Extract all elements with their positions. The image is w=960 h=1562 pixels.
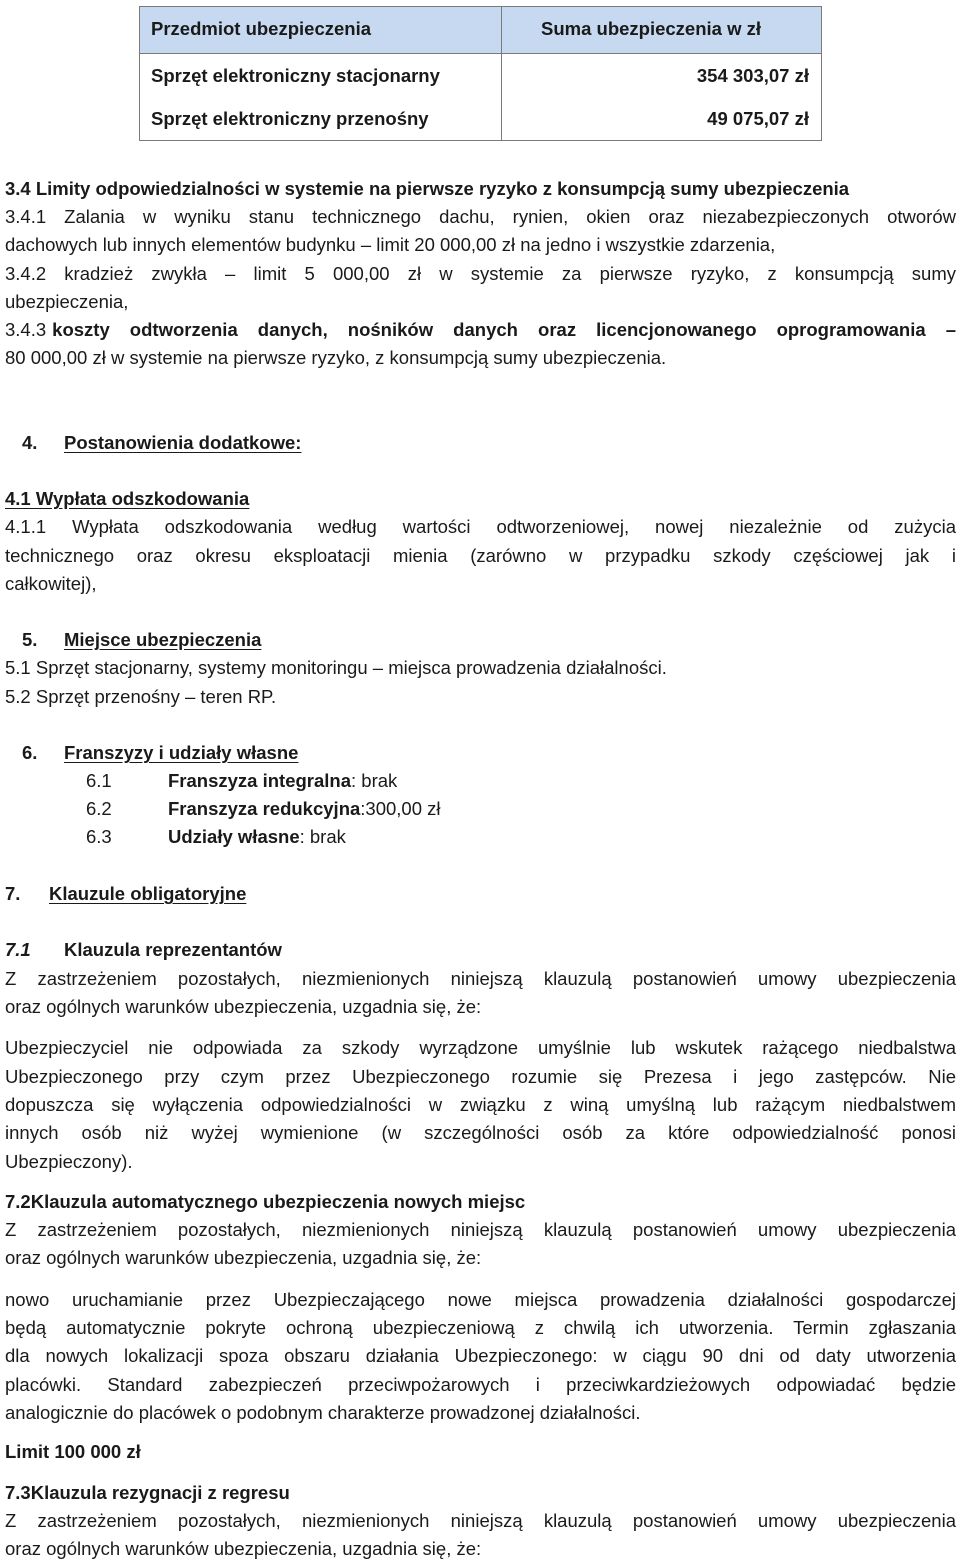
clause-intro-line: oraz ogólnych warunków ubezpieczenia, uzgadnia się, że: — [5, 1247, 482, 1268]
clause-paragraph-line: Ubezpieczony). — [5, 1151, 133, 1172]
clause-paragraph-line: analogicznie do placówek o podobnym charakterze prowadzonej działalności. — [5, 1402, 641, 1423]
clause-intro-line: Z zastrzeżeniem pozostałych, niezmienionych niniejszą klauzulą postanowień umowy ubezpieczenia — [5, 1219, 956, 1240]
section-5-number: 5. — [22, 629, 38, 650]
clause-paragraph-line: innych osób niż wyżej wymienione (w szczególności osób za które odpowiedzialność ponosi — [5, 1122, 956, 1143]
section-4-number: 4. — [22, 432, 38, 453]
clause-7-1-number: 7.1 — [5, 939, 31, 960]
table-header-sum: Suma ubezpieczenia w zł — [541, 18, 762, 39]
deductible-item-label: Franszyza redukcyjna — [168, 798, 361, 819]
deductible-item — [86, 770, 398, 792]
paragraph-line: technicznego oraz okresu eksploatacji mienia (zarówno w przypadku szkody częściowej jak i — [5, 545, 956, 566]
deductible-item — [86, 798, 441, 820]
clause-paragraph-line: dopuszcza się wyłączenia odpowiedzialności w związku z winą umyślną lub rażącym niedbalstwem — [5, 1094, 956, 1115]
clause-intro-line: oraz ogólnych warunków ubezpieczenia, uzgadnia się, że: — [5, 1538, 482, 1559]
clause-intro-line: oraz ogólnych warunków ubezpieczenia, uzgadnia się, że: — [5, 996, 482, 1017]
item-3-4-3-bold-text: koszty odtworzenia danych, nośników danych oraz licencjonowanego oprogramowania – — [52, 319, 956, 340]
deductible-item-number: 6.3 — [86, 826, 112, 847]
clause-7-2-limit: Limit 100 000 zł — [5, 1441, 141, 1462]
clause-paragraph-line: Ubezpieczyciel nie odpowiada za szkody wyrządzone umyślnie lub wskutek rażącego niedbalstwa — [5, 1037, 956, 1058]
section-6-number: 6. — [22, 742, 38, 763]
table-cell-subject: Sprzęt elektroniczny stacjonarny — [151, 65, 440, 86]
clause-7-1-title: Klauzula reprezentantów — [64, 939, 282, 960]
section-6-title: Franszyzy i udziały własne — [64, 742, 299, 763]
section-7-number: 7. — [5, 883, 21, 904]
section-5-title: Miejsce ubezpieczenia — [64, 629, 262, 650]
section-4-title: Postanowienia dodatkowe: — [64, 432, 302, 453]
table-header-subject: Przedmiot ubezpieczenia — [151, 18, 371, 39]
item-3-4-1-line: dachowych lub innych elementów budynku – limit 20 000,00 zł na jedno i wszystkie zdarzenia, — [5, 234, 776, 255]
section-5-1-line: 5.1 Sprzęt stacjonarny, systemy monitoringu – miejsca prowadzenia działalności. — [5, 657, 667, 678]
deductible-item-value: : brak — [351, 770, 398, 791]
item-3-4-1-line: 3.4.1 Zalania w wyniku stanu technicznego dachu, rynien, okien oraz niezabezpieczonych otworów — [5, 206, 956, 227]
clause-7-2-title: 7.2Klauzula automatycznego ubezpieczenia nowych miejsc — [5, 1191, 526, 1212]
clause-intro-line: Z zastrzeżeniem pozostałych, niezmienionych niniejszą klauzulą postanowień umowy ubezpieczenia — [5, 1510, 956, 1531]
clause-paragraph-line: Ubezpieczonego przy czym przez Ubezpieczonego rozumie się Prezesa i jego zastępców. Nie — [5, 1066, 956, 1087]
item-3-4-2-line: ubezpieczenia, — [5, 291, 129, 312]
item-3-4-2-line: 3.4.2 kradzież zwykła – limit 5 000,00 zł w systemie za pierwsze ryzyko, z konsumpcją sumy — [5, 263, 956, 284]
deductible-item — [86, 826, 346, 848]
clause-7-3-title: 7.3Klauzula rezygnacji z regresu — [5, 1482, 290, 1503]
deductible-item-value: : brak — [299, 826, 346, 847]
item-3-4-3-line — [5, 319, 956, 341]
item-3-4-3-line: 80 000,00 zł w systemie na pierwsze ryzyko, z konsumpcją sumy ubezpieczenia. — [5, 347, 667, 368]
clause-paragraph-line: będą automatycznie pokryte ochroną ubezpieczeniową z chwilą ich utworzenia. Termin zgłaszania — [5, 1317, 956, 1338]
deductible-item-label: Franszyza integralna — [168, 770, 352, 791]
item-3-4-3-number: 3.4.3 — [5, 319, 47, 340]
section-5-2-line: 5.2 Sprzęt przenośny – teren RP. — [5, 686, 277, 707]
paragraph-line: całkowitej), — [5, 573, 97, 594]
clause-paragraph-line: placówki. Standard zabezpieczeń przeciwpożarowych i przeciwkardzieżowych odpowiadać będzie — [5, 1374, 956, 1395]
section-4-1-title: 4.1 Wypłata odszkodowania — [5, 488, 250, 509]
section-3-4-title: 3.4 Limity odpowiedzialności w systemie na pierwsze ryzyko z konsumpcją sumy ubezpieczenia — [5, 178, 850, 199]
clause-paragraph-line: nowo uruchamianie przez Ubezpieczającego nowe miejsca prowadzenia działalności gospodarczej — [5, 1289, 956, 1310]
table-cell-sum: 354 303,07 zł — [696, 65, 809, 86]
clause-paragraph-line: dla nowych lokalizacji spoza obszaru działania Ubezpieczonego: w ciągu 90 dni od daty utworzenia — [5, 1345, 956, 1366]
table-cell-subject: Sprzęt elektroniczny przenośny — [151, 108, 429, 129]
paragraph-line: 4.1.1 Wypłata odszkodowania według wartości odtworzeniowej, nowej niezależnie od zużycia — [5, 516, 956, 537]
table-column-divider — [501, 7, 502, 140]
table-cell-sum: 49 075,07 zł — [707, 108, 809, 129]
clause-intro-line: Z zastrzeżeniem pozostałych, niezmienionych niniejszą klauzulą postanowień umowy ubezpieczenia — [5, 968, 956, 989]
deductible-item-value: :300,00 zł — [360, 798, 441, 819]
sum-insured-table — [139, 6, 822, 141]
deductible-item-number: 6.2 — [86, 798, 112, 819]
section-7-title: Klauzule obligatoryjne — [49, 883, 247, 904]
deductible-item-number: 6.1 — [86, 770, 112, 791]
deductible-item-label: Udziały własne — [168, 826, 300, 847]
